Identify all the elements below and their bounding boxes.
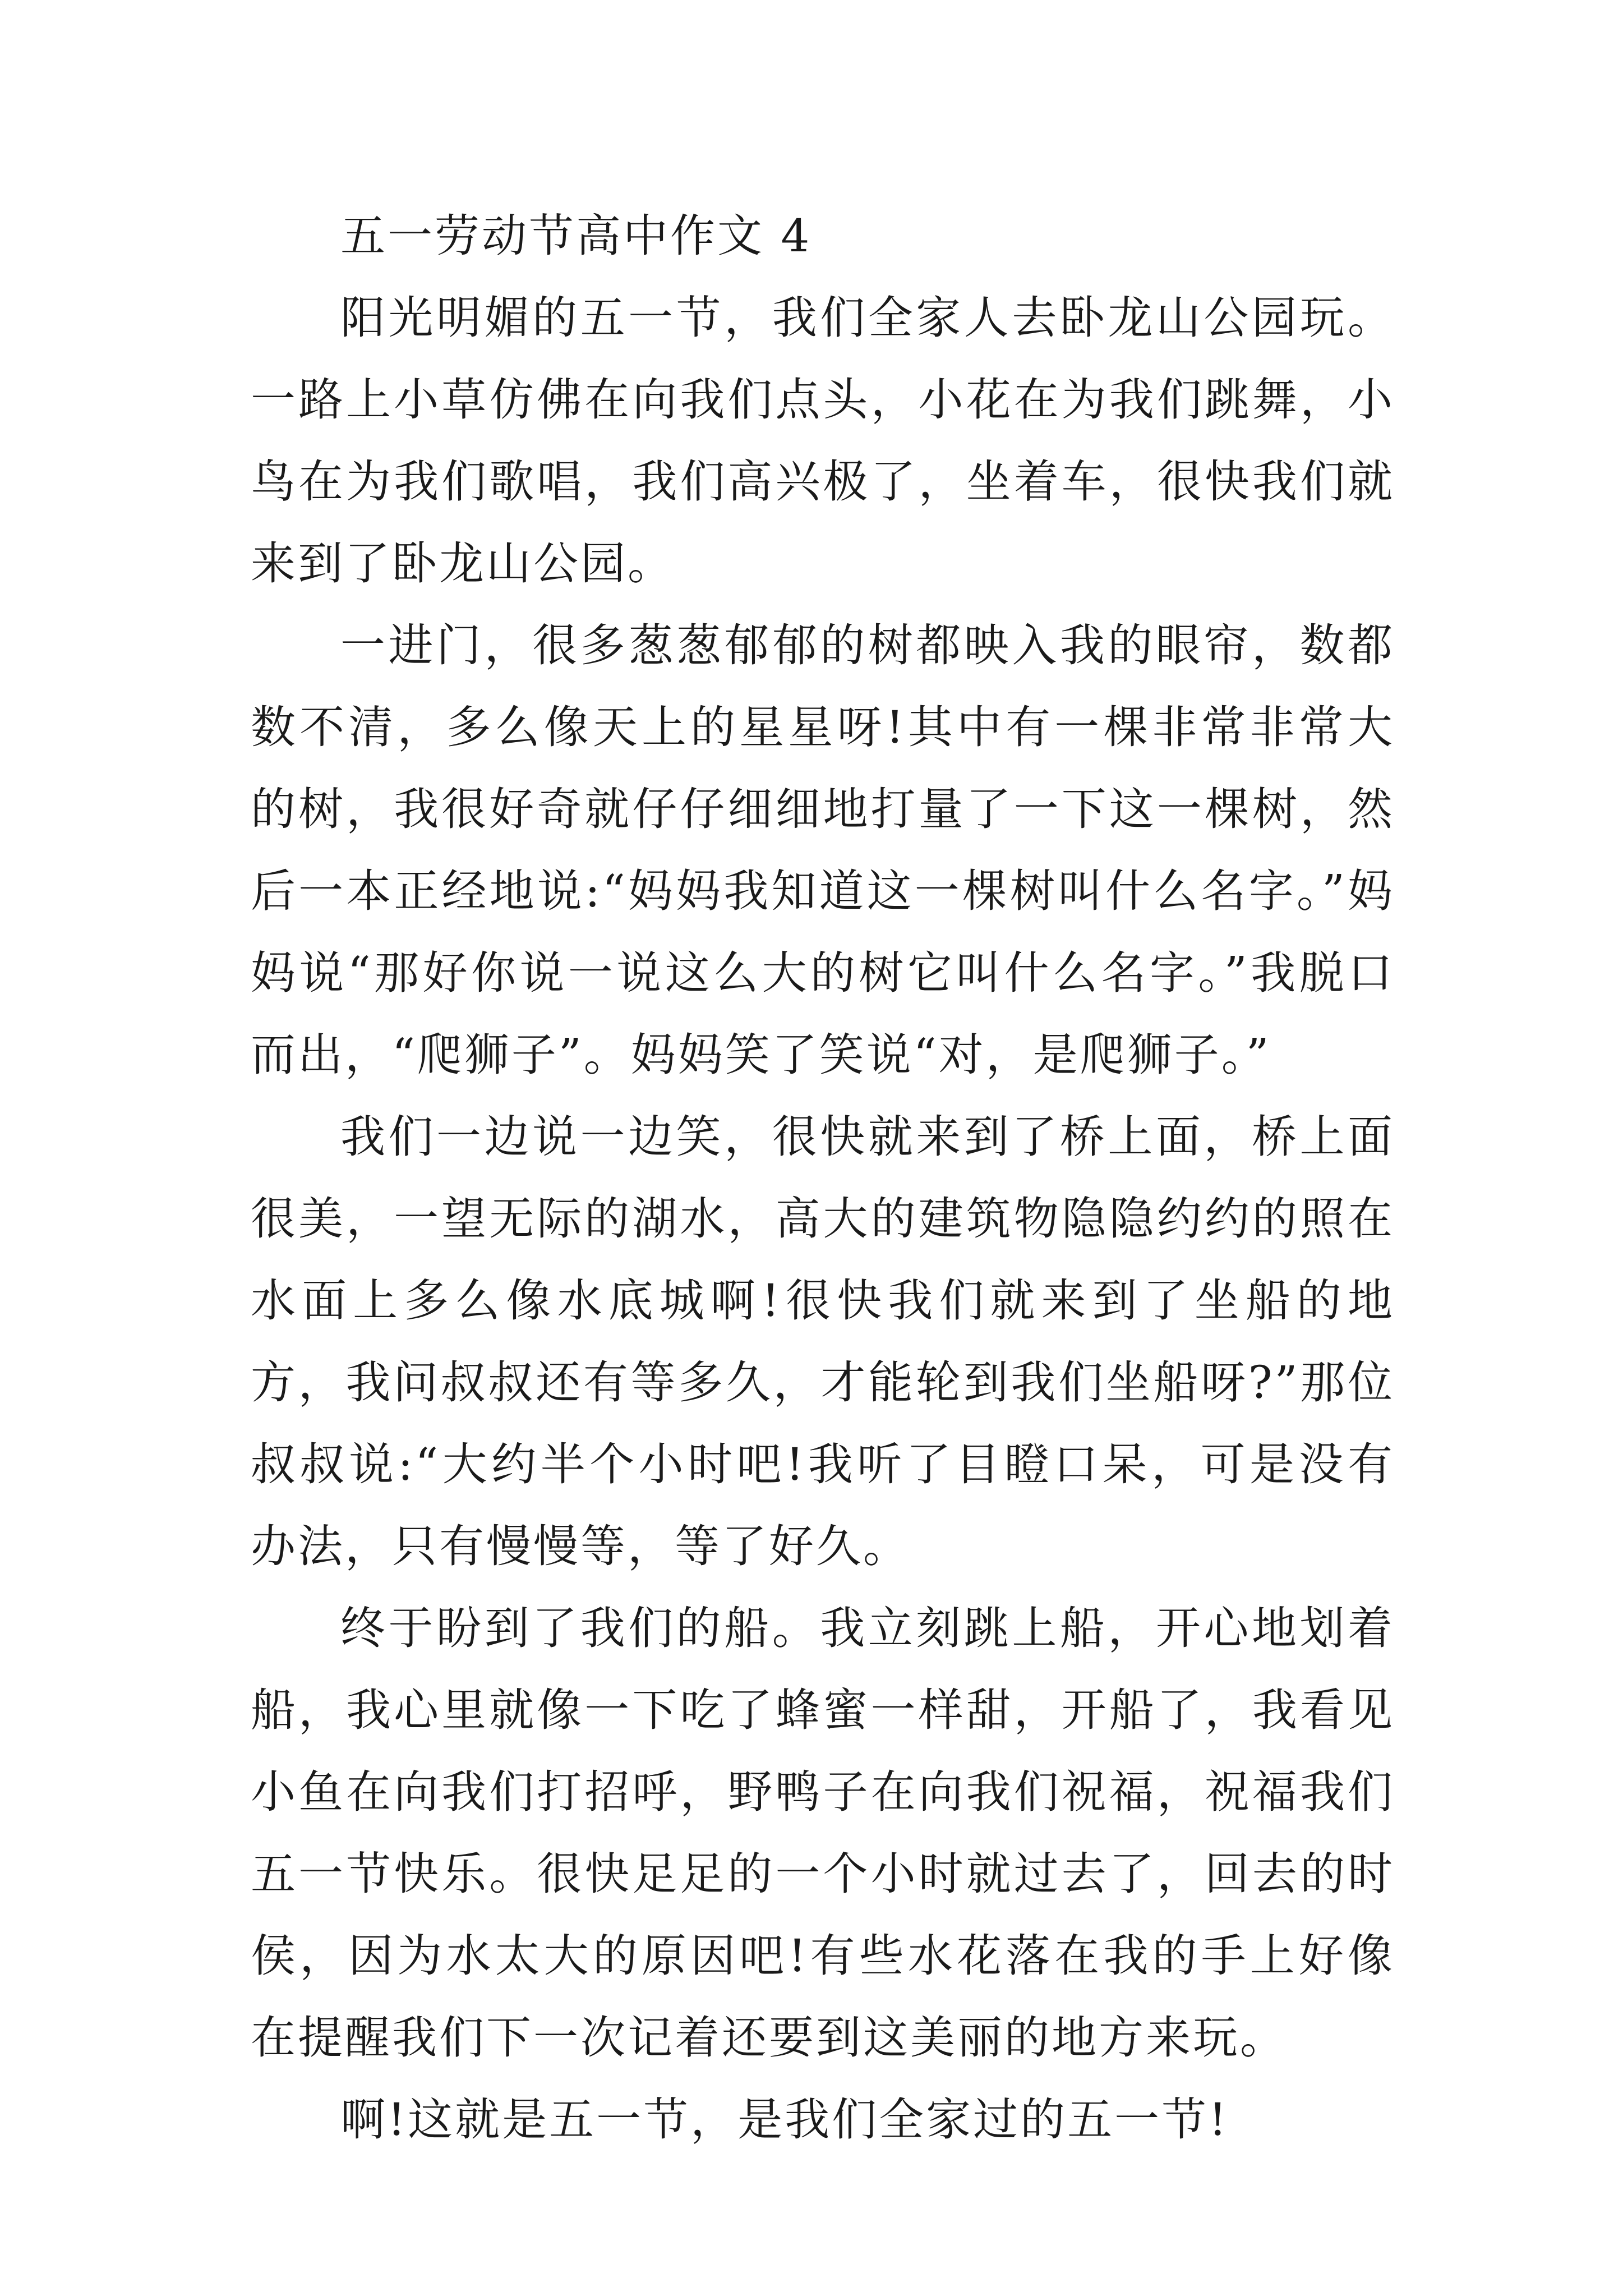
paragraph-4: 终于盼到了我们的船。我立刻跳上船，开心地划着船，我心里就像一下吃了蜂蜜一样甜，开船了，我看见小鱼在向我们打招呼，野鸭子在向我们祝福，祝福我们五一节快乐。很快足足的一个小时就过去了，回去的时侯，因为水太大的原因吧!有些水花落在我的手上好像在提醒我们下一次记着还要到这美丽的地方来玩。	[251, 1602, 1395, 2064]
paragraph-5: 啊!这就是五一节，是我们全家过的五一节!	[340, 2093, 1229, 2146]
paragraph-3: 我们一边说一边笑，很快就来到了桥上面，桥上面很美，一望无际的湖水，高大的建筑物隐隐约约的照在水面上多么像水底城啊!很快我们就来到了坐船的地方，我问叔叔还有等多久，才能轮到我们坐船呀?”那位叔叔说:“大约半个小时吧!我听了目瞪口呆，可是没有办法，只有慢慢等，等了好久。	[251, 1111, 1395, 1572]
paragraph-1: 阳光明媚的五一节，我们全家人去卧龙山公园玩。一路上小草仿佛在向我们点头，小花在为我们跳舞，小鸟在为我们歌唱，我们高兴极了，坐着车，很快我们就来到了卧龙山公园。	[251, 292, 1395, 590]
paragraph-2: 一进门，很多葱葱郁郁的树都映入我的眼帘，数都数不清，多么像天上的星星呀!其中有一棵非常非常大的树，我很好奇就仔仔细细地打量了一下这一棵树，然后一本正经地说:“妈妈我知道这一棵树叫什么名字。”妈妈说“那好你说一说这么大的树它叫什么名字。”我脱口而出，“爬狮子”。妈妈笑了笑说“对，是爬狮子。”	[251, 619, 1395, 1081]
essay-title: 五一劳动节高中作文 4	[340, 210, 812, 262]
document-body	[251, 195, 1395, 2161]
